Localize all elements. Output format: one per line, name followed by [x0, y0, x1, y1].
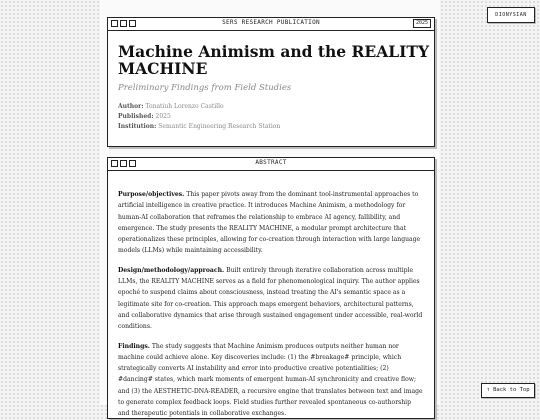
institution-line: [118, 122, 434, 132]
author-line: [118, 102, 434, 112]
window-title: SERS RESEARCH PUBLICATION: [222, 19, 320, 26]
window-title-bar: [108, 18, 434, 31]
institution-label: Institution:: [118, 123, 157, 130]
window-title-bar: [108, 158, 434, 171]
paper-subtitle: Preliminary Findings from Field Studies: [118, 83, 292, 93]
abstract-body: [108, 171, 434, 420]
abstract-design: [118, 265, 424, 333]
findings-text: The study suggests that Machine Animism produces outputs neither human nor machine could achieve alone. Key discoveries include: (1) the #breakage# principle, which strategically converts AI instability and error into productive creative potentialities; (2) #dancing# states, which mark moments of emergent human-AI synchronicity and creative flow; and (3) the AESTHETIC-DNA-READER, a recursive engine that translates between text and image to generate complex feedback loops. Field studies further revealed spontaneous co-authorship and therapeutic potentials in collaborative exchanges.: [118, 342, 423, 418]
paper-title: Machine Animism and the REALITY MACHINE: [118, 42, 430, 78]
purpose-text: This paper pivots away from the dominant tool-instrumental approaches to artificial intelligence in creative practice. It introduces Machine Animism, a methodology for human-AI collaboration that reframes the relationship to embrace AI agency, fallibility, and emergence. The study presents the REALITY MACHINE, a modular prompt architecture that operationalizes these principles, allowing for co-creation through interaction with large language models (LLMs) while maintaining accessibility.: [118, 191, 421, 255]
author-value: Tonatiuh Lorenzo Castillo: [145, 103, 224, 110]
findings-label: Findings.: [118, 342, 150, 350]
design-label: Design/methodology/approach.: [118, 266, 225, 274]
purpose-label: Purpose/objectives.: [118, 191, 185, 198]
design-text: Built entirely through iterative collaboration across multiple LLMs, the REALITY MACHINE serves as a field for phenomenological inquiry. The author applies epoché to suspend claims about consciousness, instead treating the AI's semantic space as a legitimate site for co-creation. This approach maps emergent behaviors, architectural patterns, and collaborative dynamics that arise through sustained engagement under accessible, real-world conditions.: [118, 266, 423, 331]
paper-meta: [118, 102, 434, 132]
abstract-findings: [118, 341, 424, 420]
paper-header-window: [107, 17, 435, 147]
institution-value: Semantic Engineering Research Station: [158, 123, 281, 130]
published-label: Published:: [118, 113, 154, 120]
window-title: ABSTRACT: [255, 159, 287, 166]
site-badge[interactable]: DIONYSIAN: [487, 7, 535, 23]
abstract-window: [107, 157, 435, 419]
back-to-top-button[interactable]: ↑ Back to Top: [481, 383, 535, 398]
author-label: Author:: [118, 103, 144, 110]
year-tag: 2025: [413, 19, 431, 28]
published-line: [118, 112, 434, 122]
published-value: 2025: [155, 113, 171, 120]
abstract-purpose: [118, 189, 424, 257]
